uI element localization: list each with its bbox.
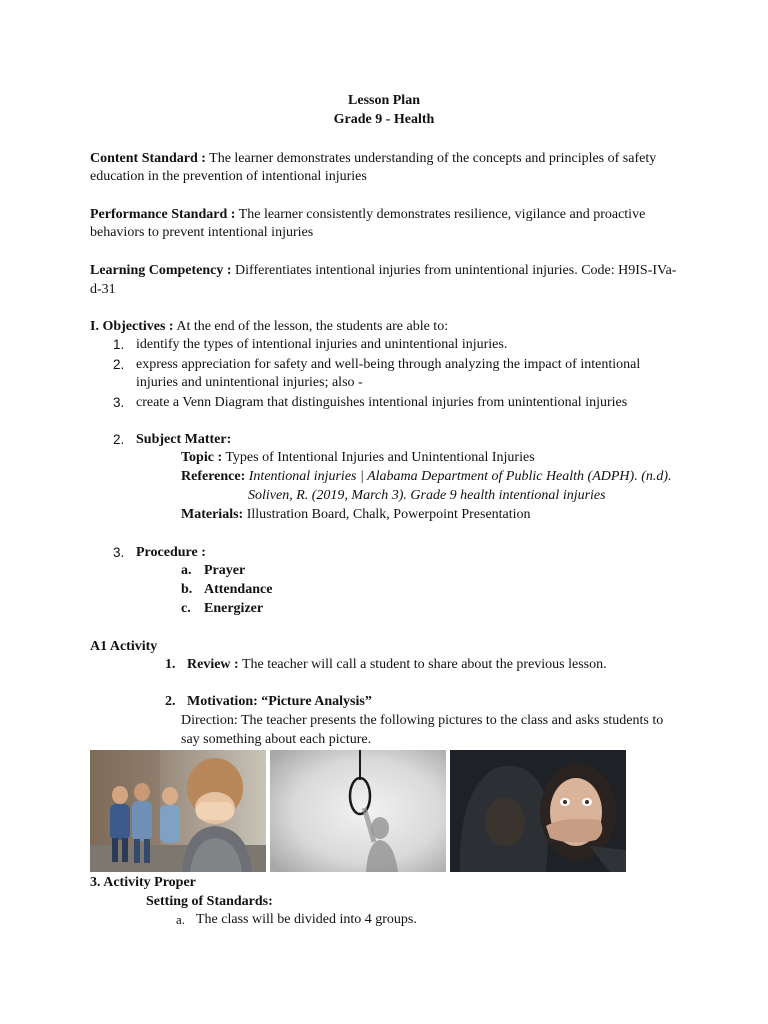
procedure-item-prayer: Prayer [204,563,246,578]
direction-line2: say something about each picture. [181,732,372,747]
procedure-item-energizer: Energizer [204,601,264,616]
procedure-item-letter-c: c. [181,601,191,616]
document-title: Lesson Plan [348,93,420,108]
objective-3-number: 3. [113,395,125,410]
objective-2-number: 2. [113,357,125,372]
content-standard-line2: education in the prevention of intentional injuries [90,169,367,184]
bullying-photo [90,750,266,872]
reference-line2: Soliven, R. (2019, March 3). Grade 9 health intentional injuries [248,488,606,503]
noose-photo [270,750,446,872]
motivation-heading: Motivation: “Picture Analysis” [187,694,372,709]
procedure-item-letter-a: a. [181,563,192,578]
setting-of-standards-heading: Setting of Standards: [146,894,273,909]
topic-label: Topic : [181,450,223,465]
kidnapping-photo [450,750,626,872]
reference-label: Reference: [181,469,246,484]
learning-competency-label: Learning Competency : [90,263,232,278]
review-label: Review : [187,657,239,672]
motivation-number: 2. [165,694,176,709]
content-standard-line1: Content Standard : The learner demonstrates understanding of the concepts and principles of safety [90,151,657,166]
bullying-photo-graphic [90,750,266,872]
materials-label: Materials: [181,507,244,522]
subject-matter-number: 2. [113,432,125,447]
kidnapping-photo-graphic [450,750,626,872]
noose-photo-graphic [270,750,446,872]
activity-proper-heading: 3. Activity Proper [90,875,196,890]
procedure-number: 3. [113,545,125,560]
learning-competency-line2: d-31 [90,282,116,297]
document-subtitle: Grade 9 - Health [333,112,435,127]
procedure-item-attendance: Attendance [204,582,273,597]
objective-3-text: create a Venn Diagram that distinguishes intentional injuries from unintentional injuries [136,395,628,410]
objective-1-text: identify the types of intentional injuries and unintentional injuries. [136,337,508,352]
performance-standard-line2: behaviors to prevent intentional injuries [90,225,314,240]
objective-2-text: express appreciation for safety and well-being through analyzing the impact of intentional [136,357,641,372]
objectives-label: I. Objectives : [90,319,174,334]
activity-proper-item-letter-a: a. [176,912,186,927]
reference-line1: Reference: Intentional injuries | Alabama Department of Public Health (ADPH). (n.d). [181,469,672,484]
topic-line: Topic : Types of Intentional Injuries and Unintentional Injuries [181,450,535,465]
review-number: 1. [165,657,176,672]
procedure-heading: Procedure : [136,545,206,560]
direction-line1: Direction: The teacher presents the following pictures to the class and asks students to [181,713,664,728]
objectives-heading: I. Objectives : At the end of the lesson, the students are able to: [90,319,449,334]
objective-1-number: 1. [113,337,125,352]
subject-matter-heading: Subject Matter: [136,432,232,447]
performance-standard-line1: Performance Standard : The learner consistently demonstrates resilience, vigilance and proactive [90,207,646,222]
activity-proper-item-a: The class will be divided into 4 groups. [196,912,417,927]
activity-heading: A1 Activity [90,639,158,654]
review-line: Review : The teacher will call a student to share about the previous lesson. [187,657,607,672]
content-standard-label: Content Standard : [90,151,206,166]
materials-line: Materials: Illustration Board, Chalk, Powerpoint Presentation [181,507,531,522]
learning-competency-line1: Learning Competency : Differentiates intentional injuries from unintentional injuries. Code: H9IS-IVa- [90,263,677,278]
objective-2-text-cont: injuries and unintentional injuries; also - [136,375,363,390]
performance-standard-label: Performance Standard : [90,207,236,222]
procedure-item-letter-b: b. [181,582,193,597]
